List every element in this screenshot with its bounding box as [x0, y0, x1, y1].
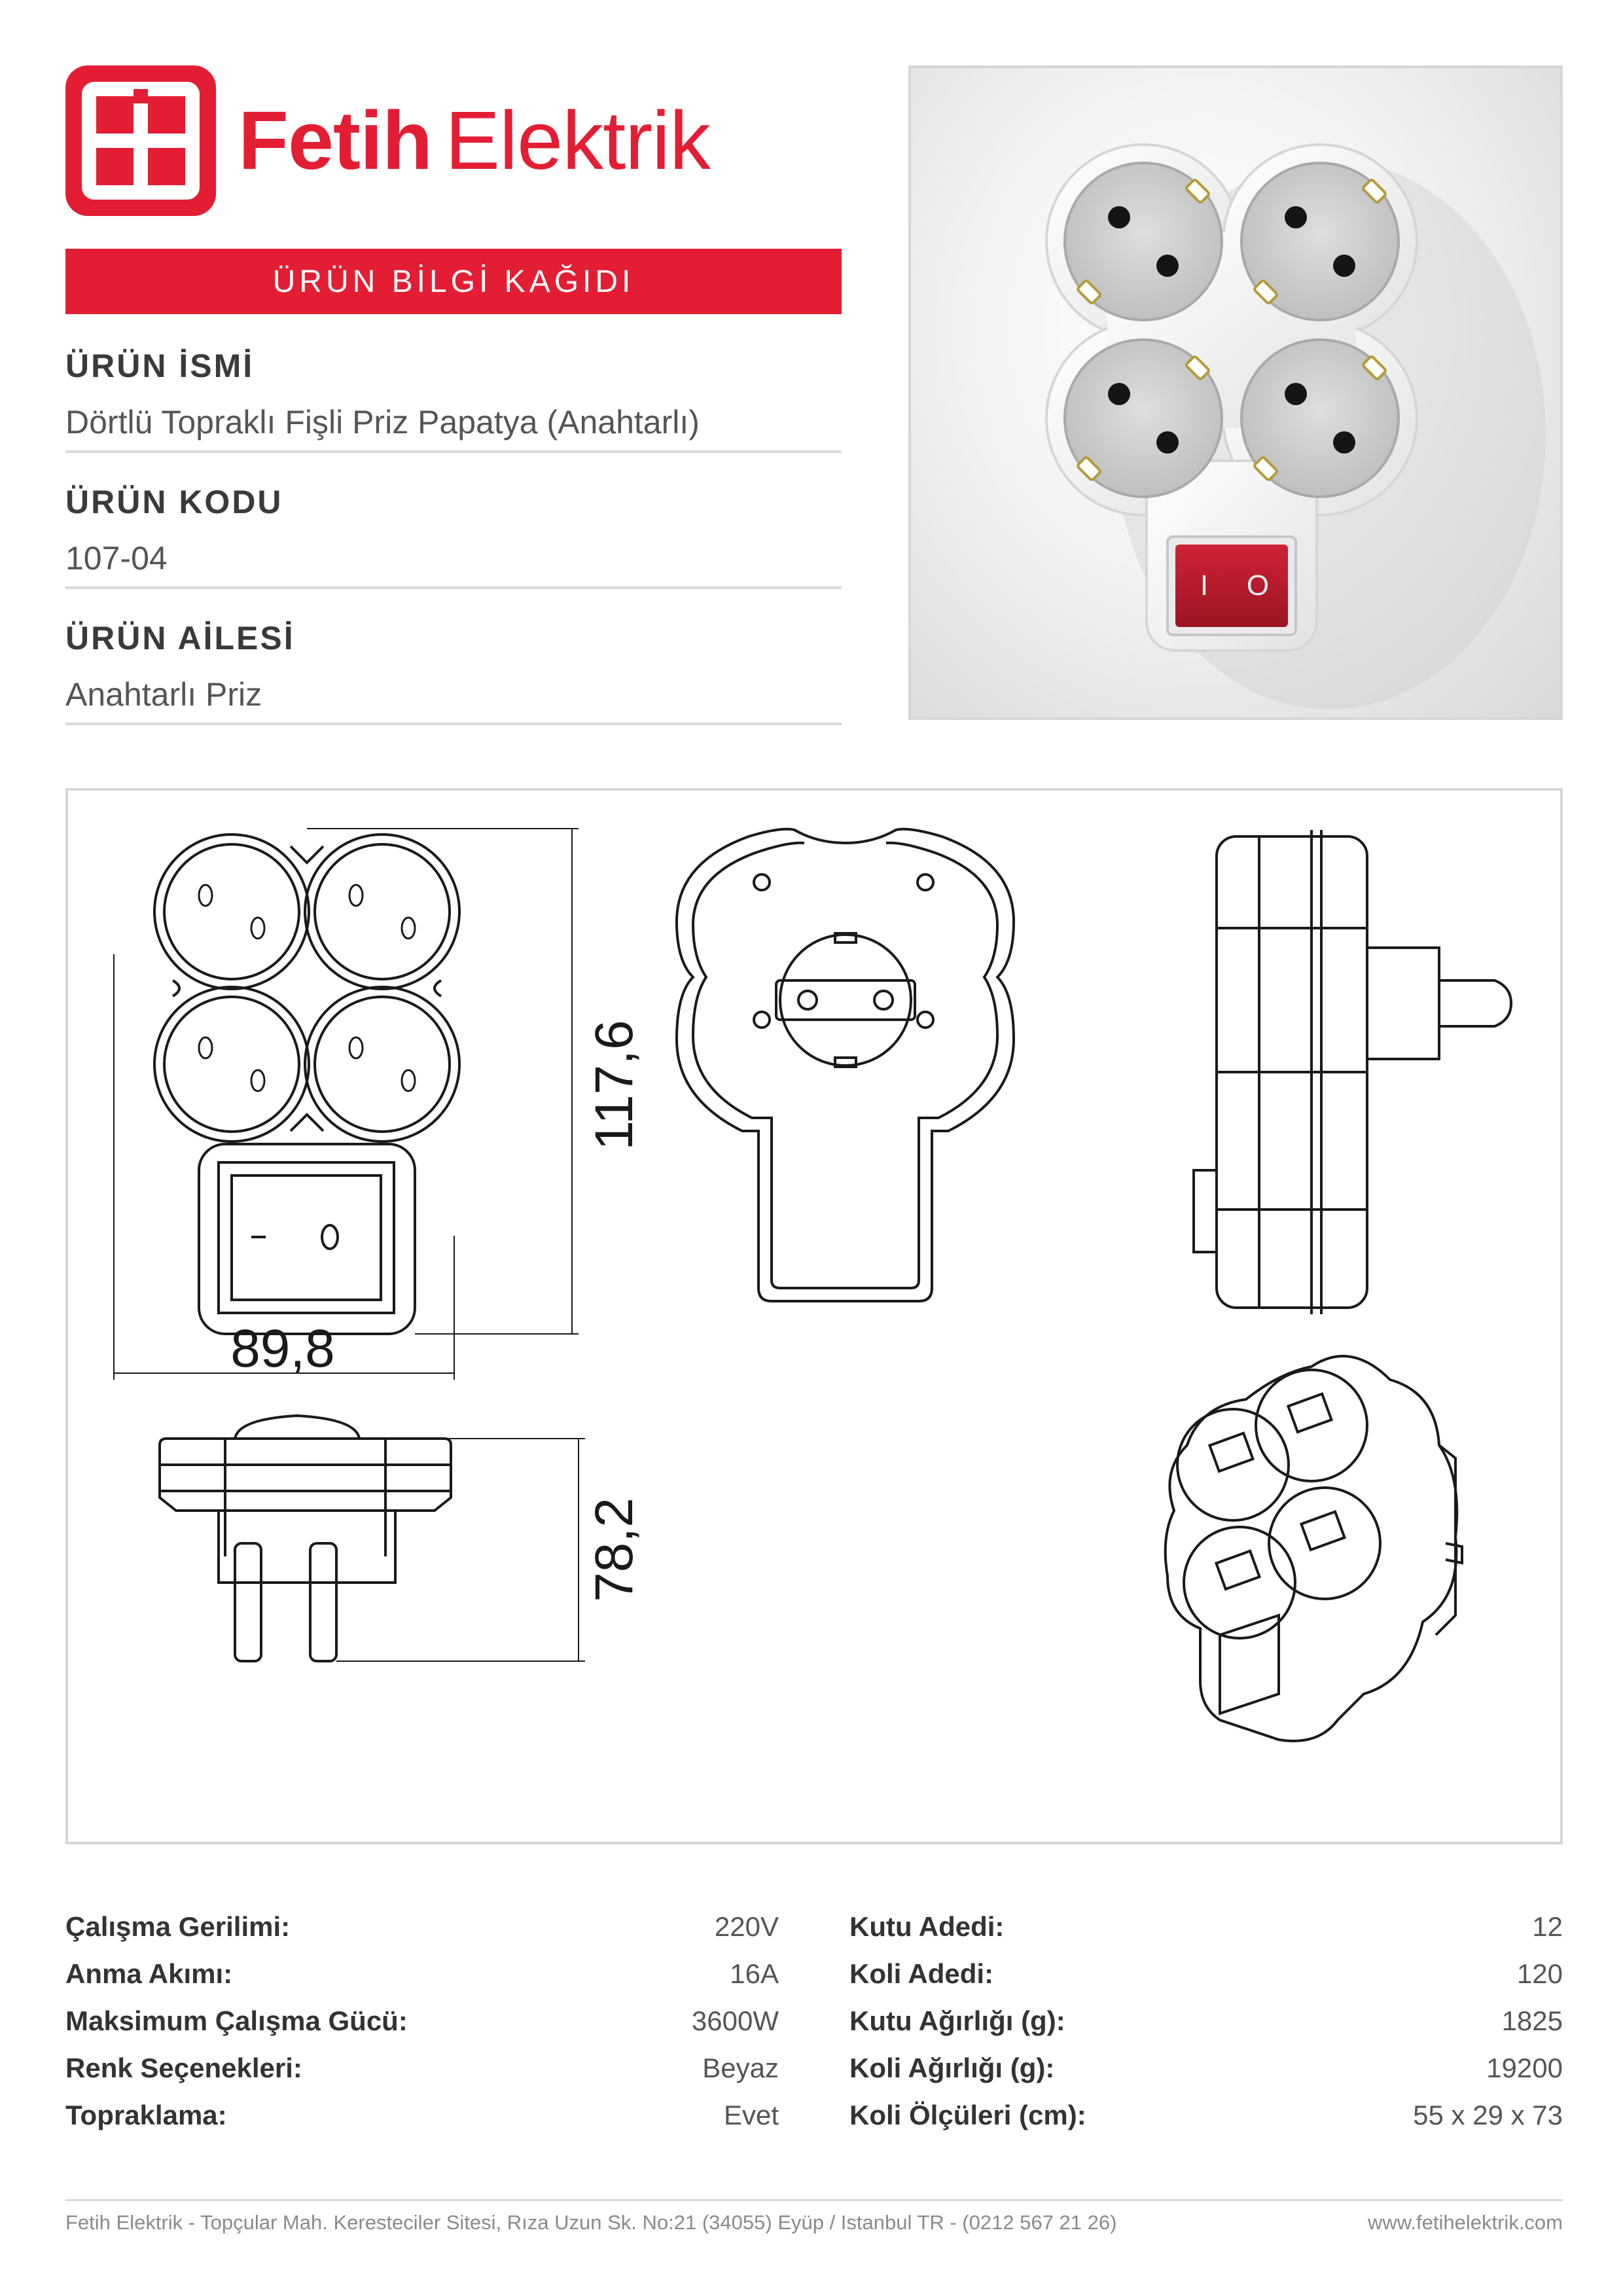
spec-label: Anma Akımı:	[65, 1958, 233, 1989]
spec-row	[849, 1958, 1563, 2005]
spec-value: 19200	[1486, 2053, 1563, 2083]
footer-website-link[interactable]: www.fetihelektrik.com	[1367, 2211, 1563, 2234]
width-dimension-label: 89,8	[230, 1319, 335, 1378]
spec-value: 120	[1516, 1958, 1563, 1989]
logo-wordmark	[238, 94, 711, 187]
spec-table-electrical	[65, 1911, 779, 2147]
spec-value: 55 x 29 x 73	[1413, 2100, 1563, 2130]
spec-label: Renk Seçenekleri:	[65, 2053, 302, 2083]
spec-row	[65, 2100, 779, 2147]
spec-row	[849, 2100, 1563, 2147]
field-product-family	[65, 619, 842, 725]
field-product-code	[65, 483, 842, 589]
spec-row	[65, 2005, 779, 2053]
rocker-switch-icon	[1168, 537, 1296, 635]
field-label: ÜRÜN İSMİ	[65, 348, 255, 384]
socket-bottom-right-icon	[1241, 340, 1399, 497]
spec-row	[65, 1958, 779, 2005]
spec-row	[849, 2053, 1563, 2100]
spec-value: 12	[1532, 1911, 1563, 1942]
bottom-view-drawing	[160, 1416, 585, 1661]
technical-drawing	[65, 788, 1563, 1844]
spec-value: Beyaz	[702, 2053, 779, 2083]
socket-top-left-icon	[1065, 163, 1222, 320]
socket-top-right-icon	[1241, 163, 1399, 320]
spec-label: Çalışma Gerilimi:	[65, 1911, 291, 1942]
spec-label: Kutu Ağırlığı (g):	[849, 2005, 1065, 2036]
isometric-view-drawing	[1166, 1356, 1462, 1741]
socket-bottom-left-icon	[1065, 340, 1222, 497]
spec-label: Koli Adedi:	[849, 1958, 994, 1989]
product-photo	[908, 65, 1563, 720]
spec-value: 16A	[730, 1958, 779, 1989]
back-view-drawing	[677, 829, 1014, 1301]
spec-label: Koli Ölçüleri (cm):	[849, 2100, 1086, 2130]
logo-mark-icon	[65, 65, 216, 216]
logo-name-bold: Fetih	[238, 94, 432, 187]
spec-value: 1825	[1501, 2005, 1563, 2036]
spec-label: Topraklama:	[65, 2100, 227, 2130]
spec-row	[849, 2005, 1563, 2053]
spec-row	[65, 2053, 779, 2100]
field-value: 107-04	[65, 540, 168, 577]
brand-logo	[65, 65, 710, 216]
field-product-name	[65, 347, 842, 453]
field-label: ÜRÜN KODU	[65, 484, 283, 520]
spec-row	[849, 1911, 1563, 1958]
depth-dimension-label: 78,2	[584, 1498, 644, 1602]
spec-table-packaging	[849, 1911, 1563, 2147]
spec-label: Kutu Adedi:	[849, 1911, 1005, 1942]
spec-label: Koli Ağırlığı (g):	[849, 2053, 1055, 2083]
height-dimension-label: 117,6	[584, 1020, 644, 1151]
spec-value: 220V	[714, 1911, 779, 1942]
field-value: Anahtarlı Priz	[65, 676, 262, 713]
field-value: Dörtlü Topraklı Fişli Priz Papatya (Anahtarlı)	[65, 404, 700, 440]
logo-name-light: Elektrik	[444, 94, 711, 187]
spec-label: Maksimum Çalışma Gücü:	[65, 2005, 408, 2036]
footer-address: Fetih Elektrik - Topçular Mah. Keresteciler Sitesi, Rıza Uzun Sk. No:21 (34055) Eyüp / Istanbul TR - (0212 567 21 26)	[65, 2211, 1117, 2234]
spec-value: 3600W	[691, 2005, 779, 2036]
switch-on-symbol: I	[1200, 569, 1209, 601]
switch-off-symbol: O	[1246, 569, 1270, 601]
footer	[65, 2211, 1563, 2234]
field-label: ÜRÜN AİLESİ	[65, 620, 295, 656]
spec-row	[65, 1911, 779, 1958]
front-view-drawing	[114, 829, 579, 1380]
spec-value: Evet	[723, 2100, 779, 2130]
footer-divider	[65, 2199, 1563, 2201]
document-title-band: ÜRÜN BİLGİ KAĞIDI	[65, 249, 842, 314]
side-view-drawing	[1194, 830, 1511, 1314]
